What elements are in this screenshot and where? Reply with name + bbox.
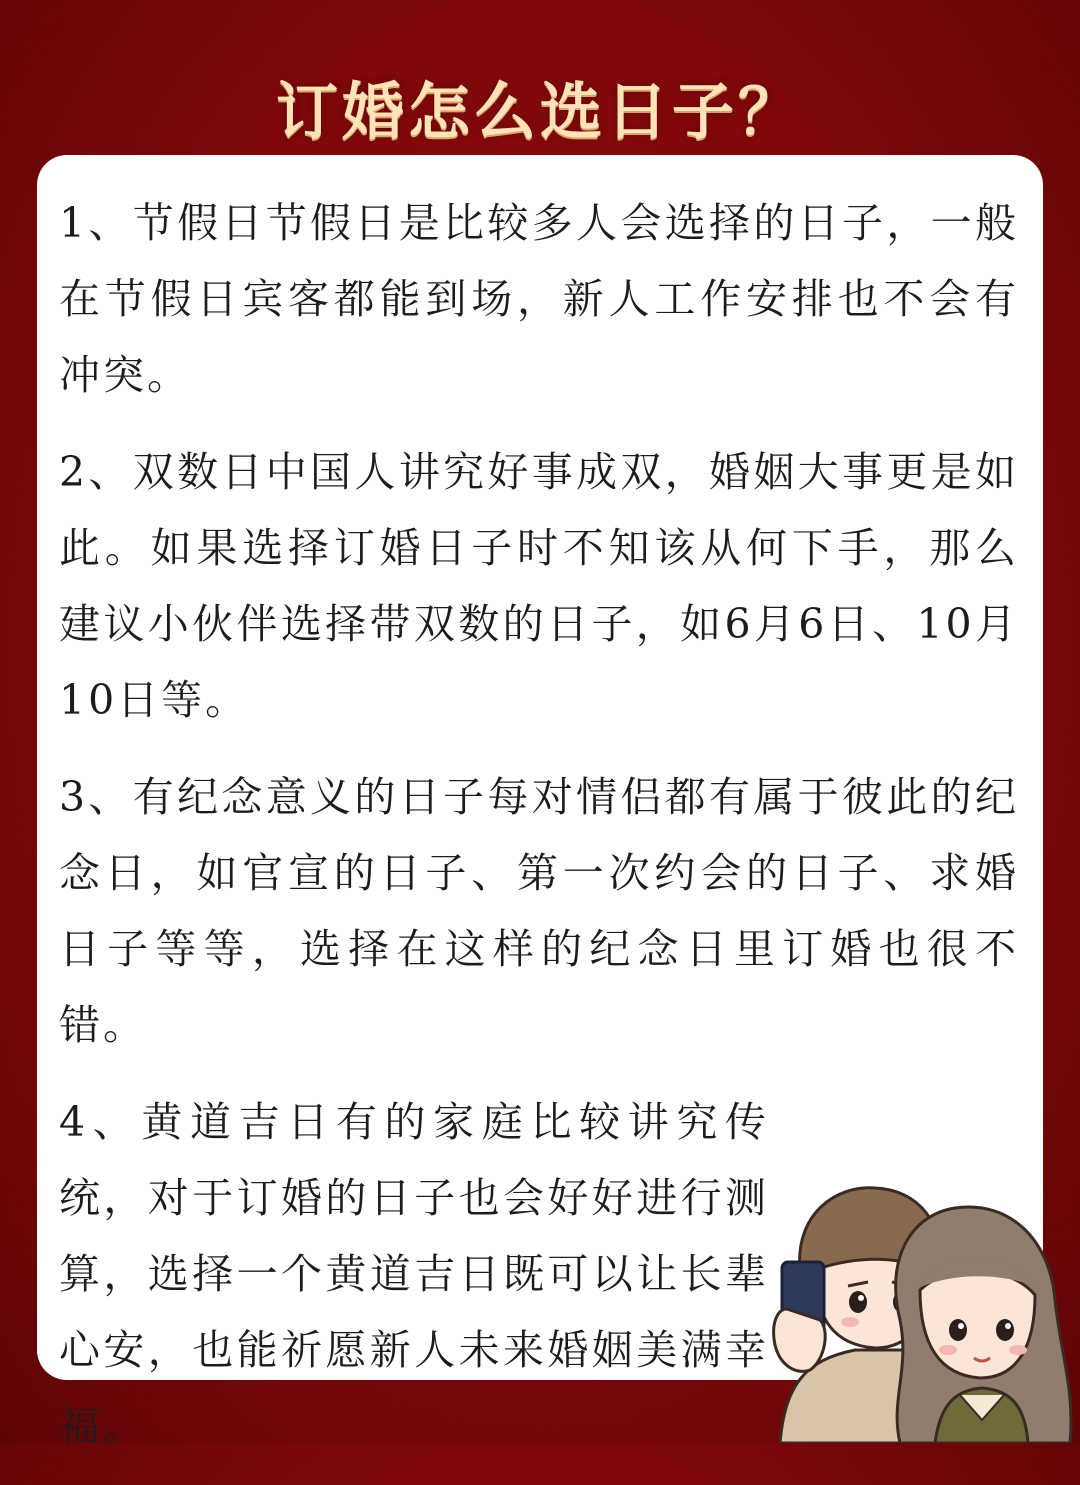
tip-text: 4、黄道吉日有的家庭比较讲究传统，对于订婚的日子也会好好进行测算，选择一个黄道吉日既可以让长辈心安，也能祈愿新人未来婚姻美满幸福。 [59,1098,769,1450]
couple-illustration [760,1170,1080,1443]
tip-text: 3、有纪念意义的日子每对情侣都有属于彼此的纪念日，如官宣的日子、第一次约会的日子、求婚日子等等，选择在这样的纪念日里订婚也很不错。 [59,773,1019,1049]
tip-item-3 [59,759,1019,1063]
tip-item-1 [59,185,1019,413]
page-title: 订婚怎么选日子？ [275,75,804,148]
tip-text: 2、双数日中国人讲究好事成双，婚姻大事更是如此。如果选择订婚日子时不知该从何下手，那么建议小伙伴选择带双数的日子，如6月6日、10月10日等。 [59,448,1019,724]
tip-text: 1、节假日节假日是比较多人会选择的日子，一般在节假日宾客都能到场，新人工作安排也不会有冲突。 [59,199,1019,399]
tip-item-2 [59,434,1019,738]
